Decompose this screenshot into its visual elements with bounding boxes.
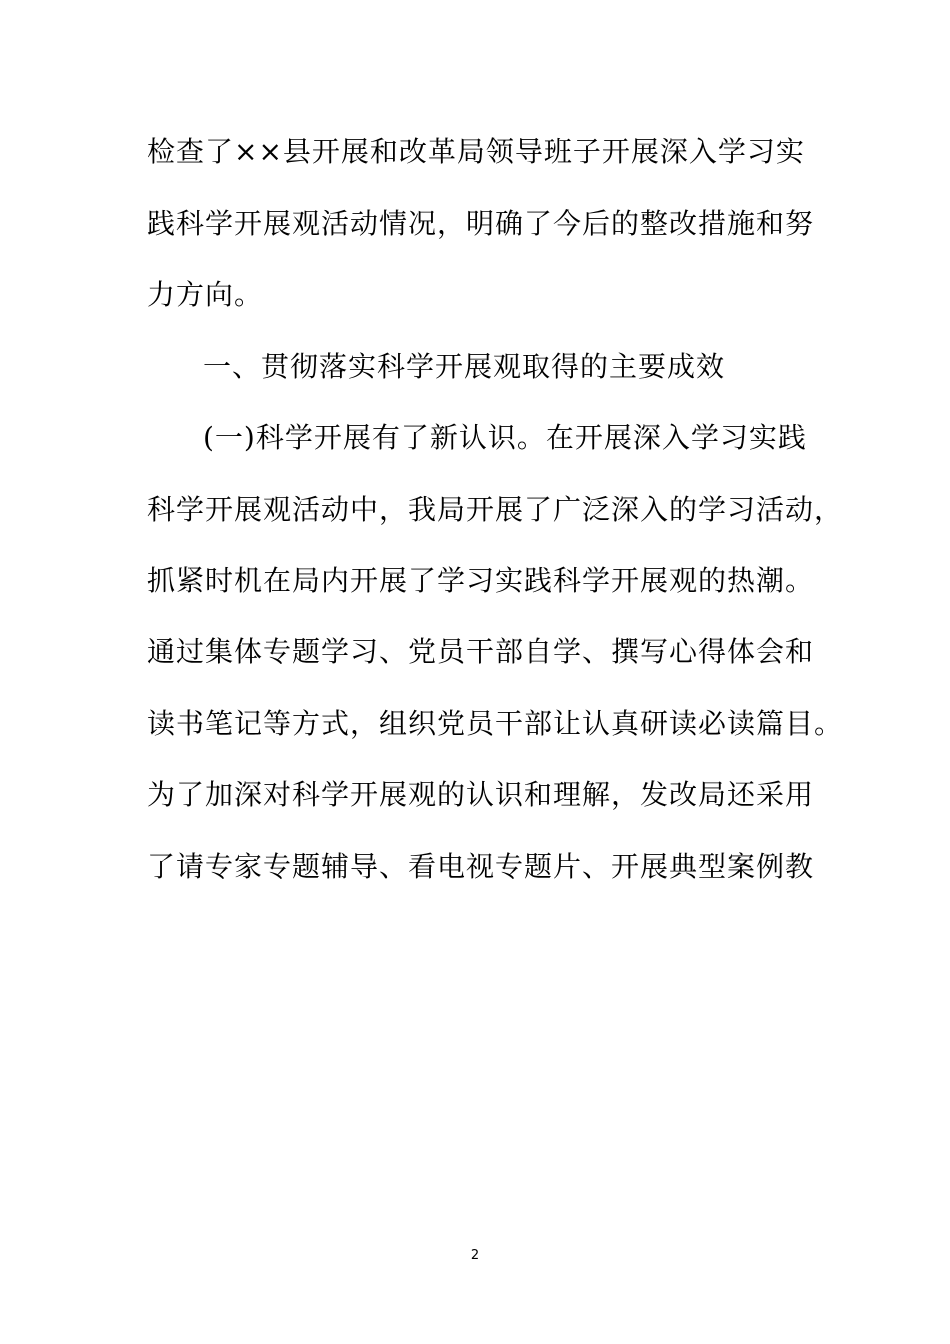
section-heading: 一、贯彻落实科学开展观取得的主要成效 bbox=[203, 350, 726, 383]
body-text-line: 力方向。 bbox=[147, 278, 264, 311]
subsection-heading-line: (一)科学开展有了新认识。在开展深入学习实践 bbox=[203, 421, 807, 454]
body-text-line: 科学开展观活动中，我局开展了广泛深入的学习活动， bbox=[147, 493, 844, 526]
body-text-line: 通过集体专题学习、党员干部自学、撰写心得体会和 bbox=[147, 635, 815, 668]
body-text-line: 读书笔记等方式，组织党员干部让认真研读必读篇目。 bbox=[147, 707, 844, 740]
body-text-line: 检查了××县开展和改革局领导班子开展深入学习实 bbox=[147, 135, 805, 168]
body-text-line: 抓紧时机在局内开展了学习实践科学开展观的热潮。 bbox=[147, 564, 815, 597]
body-text-line: 践科学开展观活动情况，明确了今后的整改措施和努 bbox=[147, 207, 815, 240]
page-number: 2 bbox=[470, 1248, 480, 1263]
body-text-line: 了请专家专题辅导、看电视专题片、开展典型案例教 bbox=[147, 850, 815, 883]
body-text-line: 为了加深对科学开展观的认识和理解，发改局还采用 bbox=[147, 778, 815, 811]
